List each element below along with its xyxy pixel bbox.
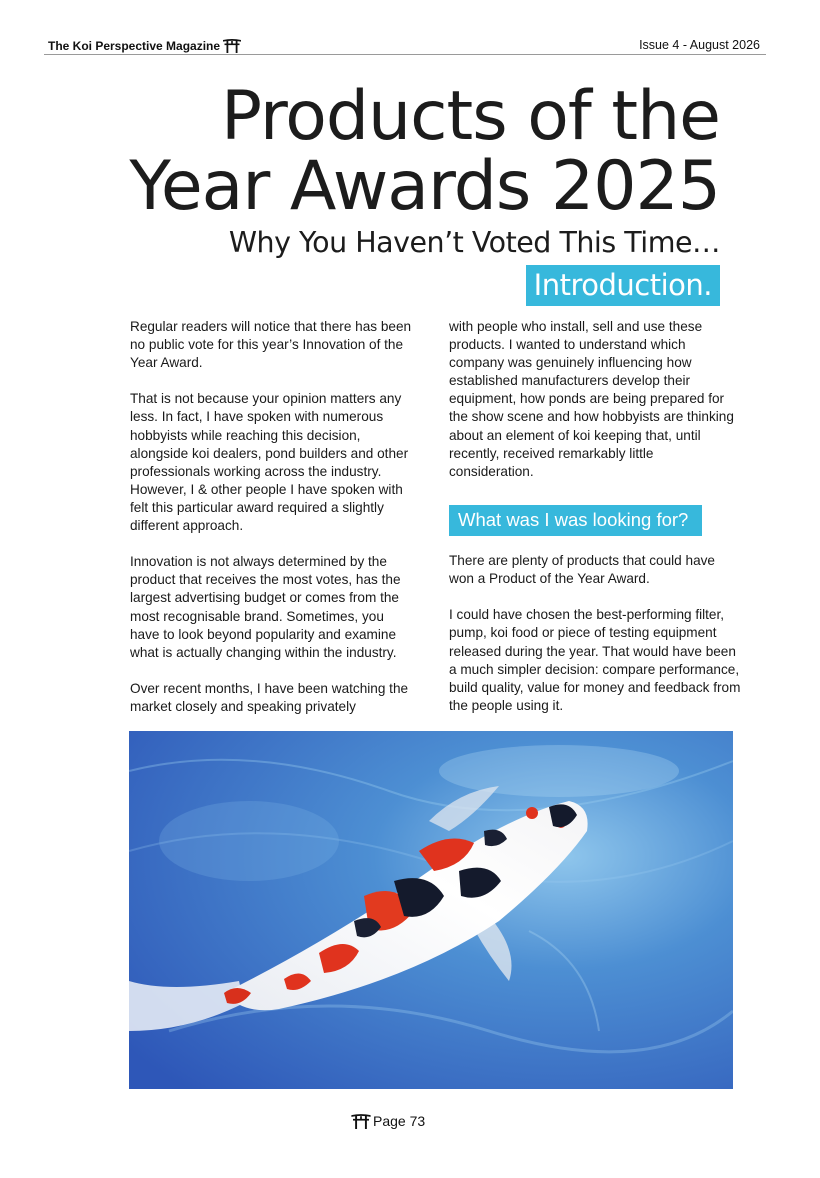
paragraph: with people who install, sell and use these products. I wanted to understand which company was genuinely influencing how established manufacturers develop their equipment, how ponds are being prepared for the show scene and how hobbyists are thinking about an element of koi keeping that, until recently, received remarkably little consideration. xyxy=(449,319,734,479)
article-subtitle: Why You Haven’t Voted This Time… xyxy=(228,226,720,259)
left-column xyxy=(130,318,415,734)
paragraph: That is not because your opinion matters any less. In fact, I have spoken with numerous hobbyists while reaching this decision, alongside koi dealers, pond builders and other professionals working across the industry. However, I & other people I have spoken with felt this particular award required a slightly different approach. xyxy=(130,391,409,534)
article-title xyxy=(129,77,720,226)
section-heading: What was I was looking for? xyxy=(449,505,702,536)
paragraph: Regular readers will notice that there has been no public vote for this year’s Innovation of the Year Award. xyxy=(130,319,412,371)
page-number: Page 73 xyxy=(373,1113,426,1129)
page-header xyxy=(44,34,766,55)
title-line-1: Products of the xyxy=(221,77,720,156)
torii-icon xyxy=(350,1113,372,1129)
koi-illustration xyxy=(129,731,733,1089)
issue-date: Issue 4 - August 2026 xyxy=(639,38,760,52)
koi-fish-photo xyxy=(129,731,733,1089)
paragraph: I could have chosen the best-performing filter, pump, koi food or piece of testing equipment released during the year. That would have been a much simpler decision: compare performance, build quality, value for money and feedback from the people using it. xyxy=(449,607,741,713)
introduction-badge: Introduction. xyxy=(526,265,720,306)
torii-icon xyxy=(222,38,242,53)
paragraph: Over recent months, I have been watching the market closely and speaking privately xyxy=(130,680,409,714)
title-line-2: Year Awards 2025 xyxy=(129,147,720,226)
magazine-name-text: The Koi Perspective Magazine xyxy=(48,38,221,53)
paragraph: There are plenty of products that could have won a Product of the Year Award. xyxy=(449,553,715,587)
right-column xyxy=(449,318,741,733)
page-footer xyxy=(350,1113,425,1129)
paragraph: Innovation is not always determined by the product that receives the most votes, has the largest advertising budget or comes from the most recognisable brand. Sometimes, you have to look beyond popularity and examine what is actually changing within the industry. xyxy=(130,554,401,660)
magazine-name xyxy=(48,38,242,53)
